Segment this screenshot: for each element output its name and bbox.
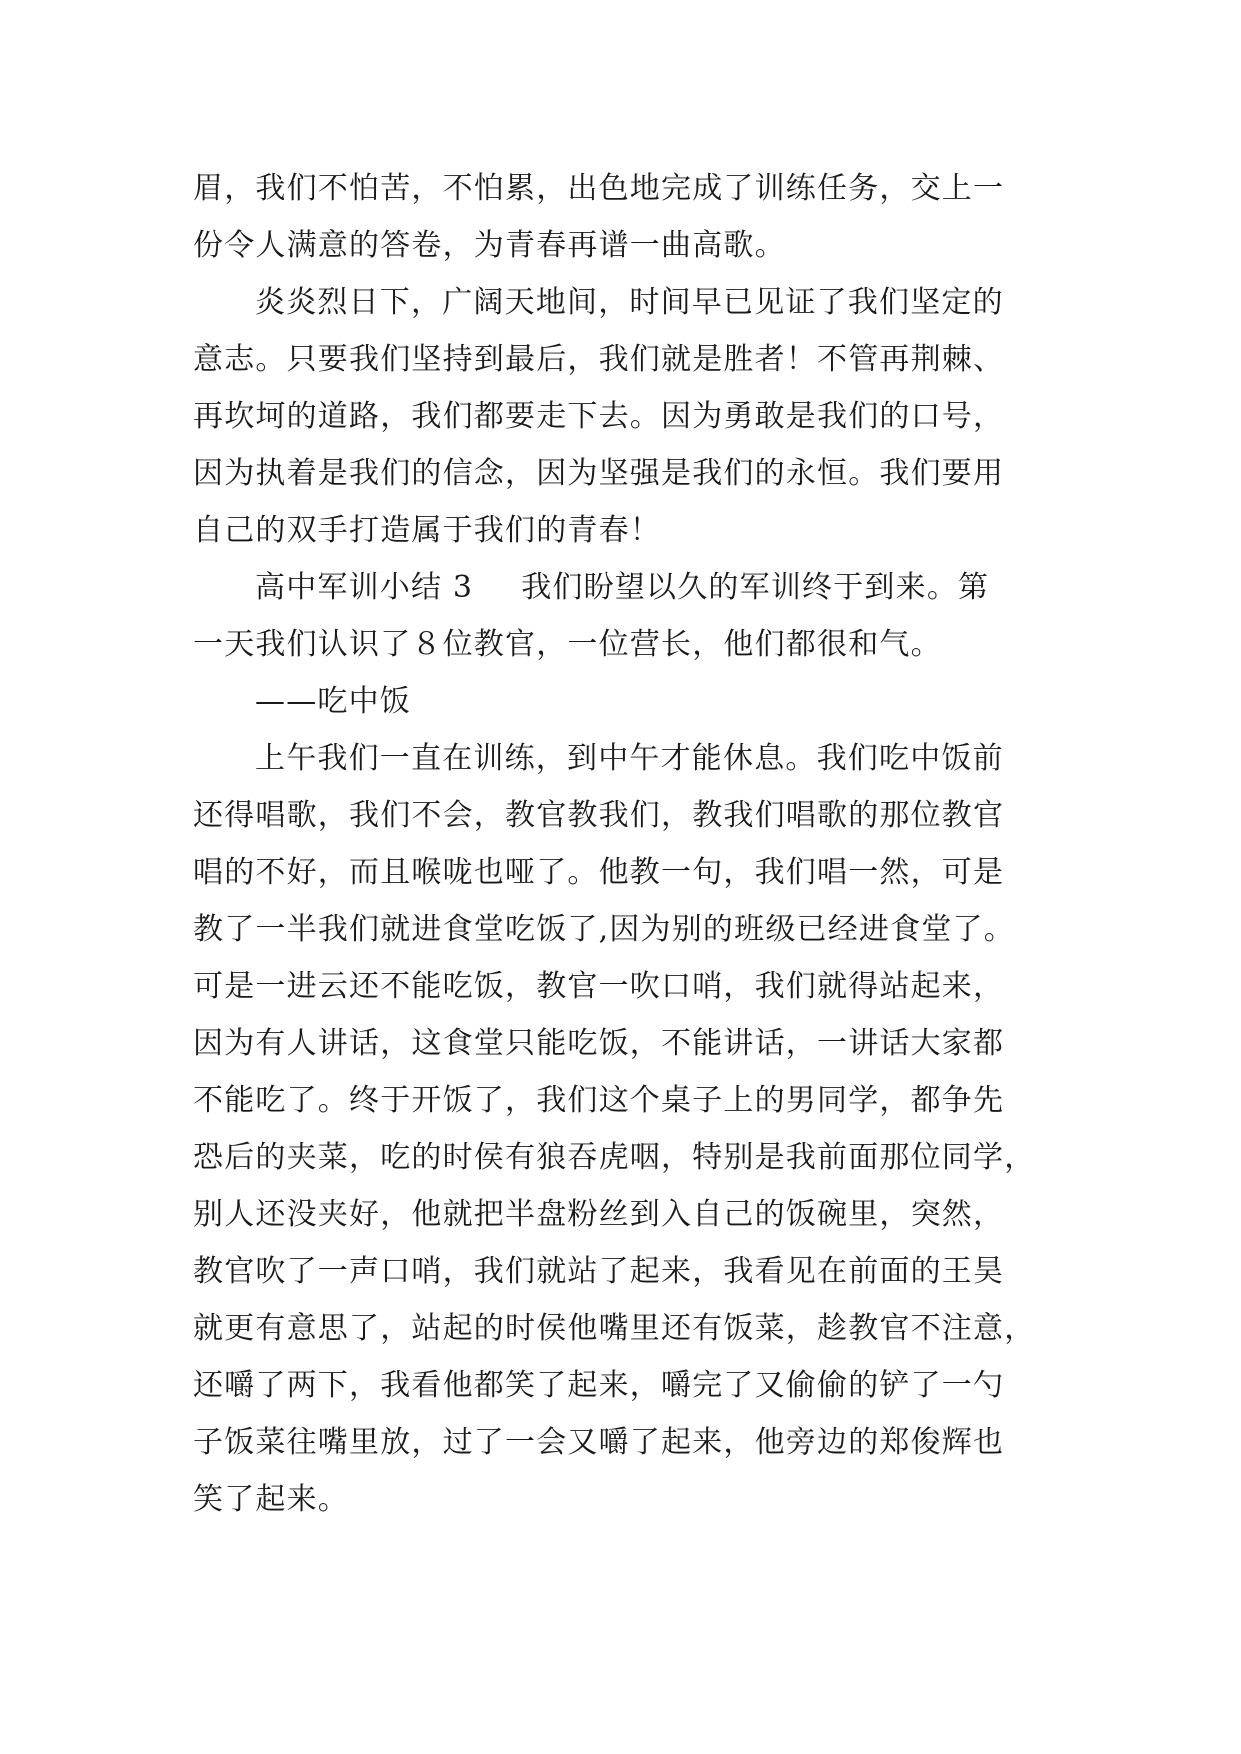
section-intro-text: 我们盼望以久的军训终于到来。第 bbox=[521, 570, 990, 605]
text-line: 恐后的夹菜，吃的时侯有狼吞虎咽，特别是我前面那位同学， bbox=[193, 1140, 1036, 1175]
body-text bbox=[193, 160, 1053, 1528]
text-line: 因为有人讲话，这食堂只能吃饭，不能讲话，一讲话大家都 bbox=[193, 1026, 1005, 1061]
text-line: 自己的双手打造属于我们的青春！ bbox=[193, 513, 661, 548]
text-line: 就更有意思了，站起的时侯他嘴里还有饭菜，趁教官不注意， bbox=[193, 1311, 1036, 1346]
text-line: 份令人满意的答卷，为青春再谱一曲高歌。 bbox=[193, 228, 786, 263]
text-line: 可是一进云还不能吃饭，教官一吹口哨，我们就得站起来， bbox=[193, 969, 1005, 1004]
text-line: 因为执着是我们的信念，因为坚强是我们的永恒。我们要用 bbox=[193, 456, 1005, 491]
text-line: 再坎坷的道路，我们都要走下去。因为勇敢是我们的口号， bbox=[193, 399, 1005, 434]
text-line: 还嚼了两下，我看他都笑了起来，嚼完了又偷偷的铲了一勺 bbox=[193, 1368, 1005, 1403]
text-line: 子饭菜往嘴里放，过了一会又嚼了起来，他旁边的郑俊辉也 bbox=[193, 1425, 1005, 1460]
text-line: 别人还没夹好，他就把半盘粉丝到入自己的饭碗里，突然， bbox=[193, 1197, 1005, 1232]
text-line: 不能吃了。终于开饭了，我们这个桌子上的男同学，都争先 bbox=[193, 1083, 1005, 1118]
paragraph-start-line: 炎炎烈日下，广阔天地间，时间早已见证了我们坚定的 bbox=[255, 285, 1004, 320]
text-line: 教官吹了一声口哨，我们就站了起来，我看见在前面的王昊 bbox=[193, 1254, 1005, 1289]
text-line: 一天我们认识了８位教官，一位营长，他们都很和气。 bbox=[193, 627, 942, 662]
text-line: 教了一半我们就进食堂吃饭了,因为别的班级已经进食堂了。 bbox=[193, 912, 1015, 947]
text-line: 笑了起来。 bbox=[193, 1482, 349, 1517]
text-line: 眉，我们不怕苦，不怕累，出色地完成了训练任务，交上一 bbox=[193, 171, 1005, 206]
section-heading-line bbox=[193, 559, 1053, 616]
text-line: 还得唱歌，我们不会，教官教我们，教我们唱歌的那位教官 bbox=[193, 798, 1005, 833]
subheading-line: ——吃中饭 bbox=[255, 684, 411, 719]
text-line: 唱的不好，而且喉咙也哑了。他教一句，我们唱一然，可是 bbox=[193, 855, 1005, 890]
paragraph-start-line: 上午我们一直在训练，到中午才能休息。我们吃中饭前 bbox=[255, 741, 1004, 776]
text-line: 意志。只要我们坚持到最后，我们就是胜者！不管再荆棘、 bbox=[193, 342, 1005, 377]
section-heading: 高中军训小结 3 bbox=[255, 570, 474, 605]
